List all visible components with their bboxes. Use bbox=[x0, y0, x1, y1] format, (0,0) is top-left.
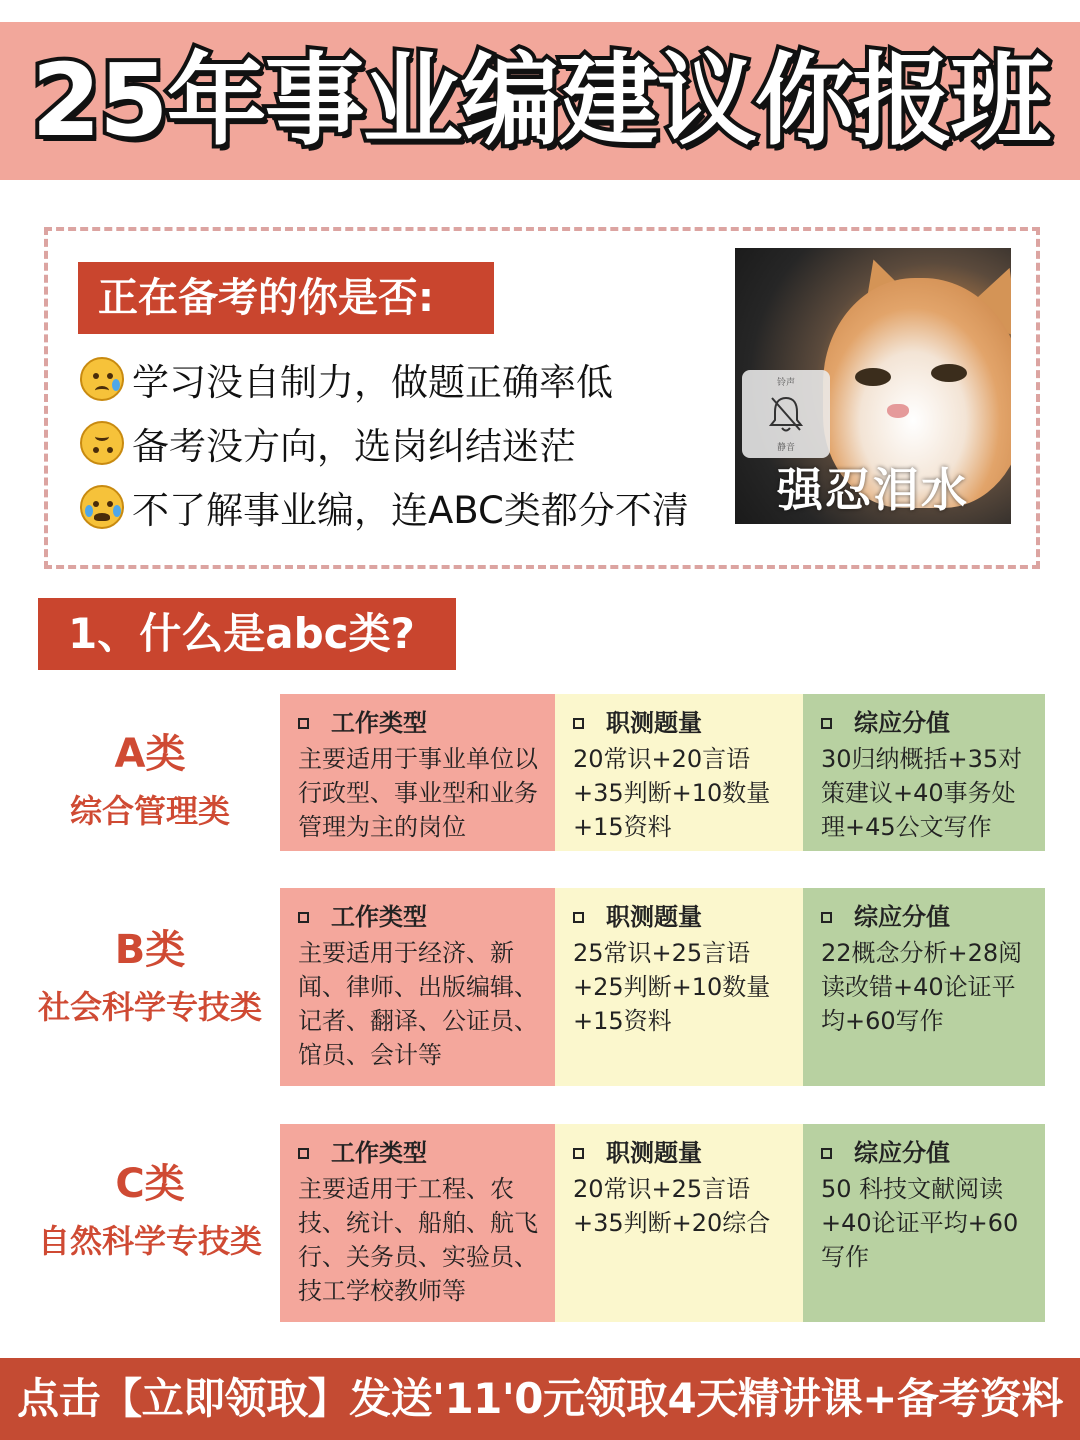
sad-sweat-face-icon bbox=[80, 357, 124, 401]
exam-count-text: 20常识+20言语+35判断+10数量+15资料 bbox=[573, 745, 771, 841]
work-type-title: 工作类型 bbox=[331, 903, 427, 931]
question-item-text: 备考没方向，选岗纠结迷茫 bbox=[132, 425, 576, 468]
bell-top-label: 铃声 bbox=[776, 378, 795, 388]
bell-mute-icon bbox=[742, 370, 830, 458]
category-subtitle: 自然科学专技类 bbox=[37, 1222, 262, 1260]
work-type-text: 主要适用于事业单位以行政型、事业型和业务管理为主的岗位 bbox=[298, 745, 538, 841]
upside-down-face-icon bbox=[80, 421, 124, 465]
score-text: 22概念分析+28阅读改错+40论证平均+60写作 bbox=[821, 939, 1023, 1035]
image-caption: 强忍泪水 bbox=[777, 463, 969, 517]
score-title: 综应分值 bbox=[854, 709, 950, 737]
question-item bbox=[80, 352, 613, 406]
score-cell bbox=[803, 694, 1045, 851]
square-bullet-icon bbox=[298, 718, 309, 729]
footer-banner: 点击【立即领取】发送'11'0元领取4天精讲课+备考资料 bbox=[0, 1358, 1080, 1440]
category-subtitle: 综合管理类 bbox=[69, 792, 230, 830]
exam-count-text: 20常识+25言语+35判断+20综合 bbox=[573, 1175, 771, 1237]
score-text: 30归纳概括+35对策建议+40事务处理+45公文写作 bbox=[821, 745, 1023, 841]
question-item-text: 学习没自制力，做题正确率低 bbox=[132, 361, 613, 404]
score-title: 综应分值 bbox=[854, 903, 950, 931]
work-type-cell bbox=[280, 694, 555, 851]
square-bullet-icon bbox=[573, 718, 584, 729]
exam-count-title: 职测题量 bbox=[606, 1139, 702, 1167]
square-bullet-icon bbox=[298, 1148, 309, 1159]
exam-count-cell bbox=[555, 888, 803, 1086]
category-name: C类 bbox=[115, 1161, 185, 1207]
exam-count-cell bbox=[555, 694, 803, 851]
category-name: A类 bbox=[114, 731, 186, 777]
crying-face-icon bbox=[80, 485, 124, 529]
section-label: 1、什么是abc类? bbox=[38, 598, 456, 670]
exam-count-cell bbox=[555, 1124, 803, 1322]
exam-count-title: 职测题量 bbox=[606, 903, 702, 931]
question-item bbox=[80, 416, 576, 470]
category-subtitle: 社会科学专技类 bbox=[37, 988, 262, 1026]
work-type-title: 工作类型 bbox=[331, 709, 427, 737]
category-name: B类 bbox=[114, 927, 186, 973]
exam-count-title: 职测题量 bbox=[606, 709, 702, 737]
crying-cat-meme-image bbox=[735, 248, 1011, 524]
work-type-cell bbox=[280, 888, 555, 1086]
score-text: 50 科技文献阅读+40论证平均+60写作 bbox=[821, 1175, 1019, 1271]
score-cell bbox=[803, 888, 1045, 1086]
work-type-text: 主要适用于经济、新闻、律师、出版编辑、记者、翻译、公证员、馆员、会计等 bbox=[298, 939, 538, 1069]
square-bullet-icon bbox=[298, 912, 309, 923]
question-label: 正在备考的你是否: bbox=[78, 262, 494, 334]
question-item bbox=[80, 480, 689, 534]
square-bullet-icon bbox=[573, 1148, 584, 1159]
bell-bottom-label: 静音 bbox=[776, 443, 795, 453]
square-bullet-icon bbox=[821, 1148, 832, 1159]
work-type-text: 主要适用于工程、农技、统计、船舶、航飞行、关务员、实验员、技工学校教师等 bbox=[298, 1175, 538, 1305]
page-title: 25年事业编建议你报班 bbox=[31, 42, 1049, 159]
score-cell bbox=[803, 1124, 1045, 1322]
score-title: 综应分值 bbox=[854, 1139, 950, 1167]
exam-count-text: 25常识+25言语+25判断+10数量+15资料 bbox=[573, 939, 771, 1035]
work-type-cell bbox=[280, 1124, 555, 1322]
question-item-text: 不了解事业编，连ABC类都分不清 bbox=[132, 489, 689, 532]
square-bullet-icon bbox=[821, 718, 832, 729]
work-type-title: 工作类型 bbox=[331, 1139, 427, 1167]
square-bullet-icon bbox=[573, 912, 584, 923]
square-bullet-icon bbox=[821, 912, 832, 923]
